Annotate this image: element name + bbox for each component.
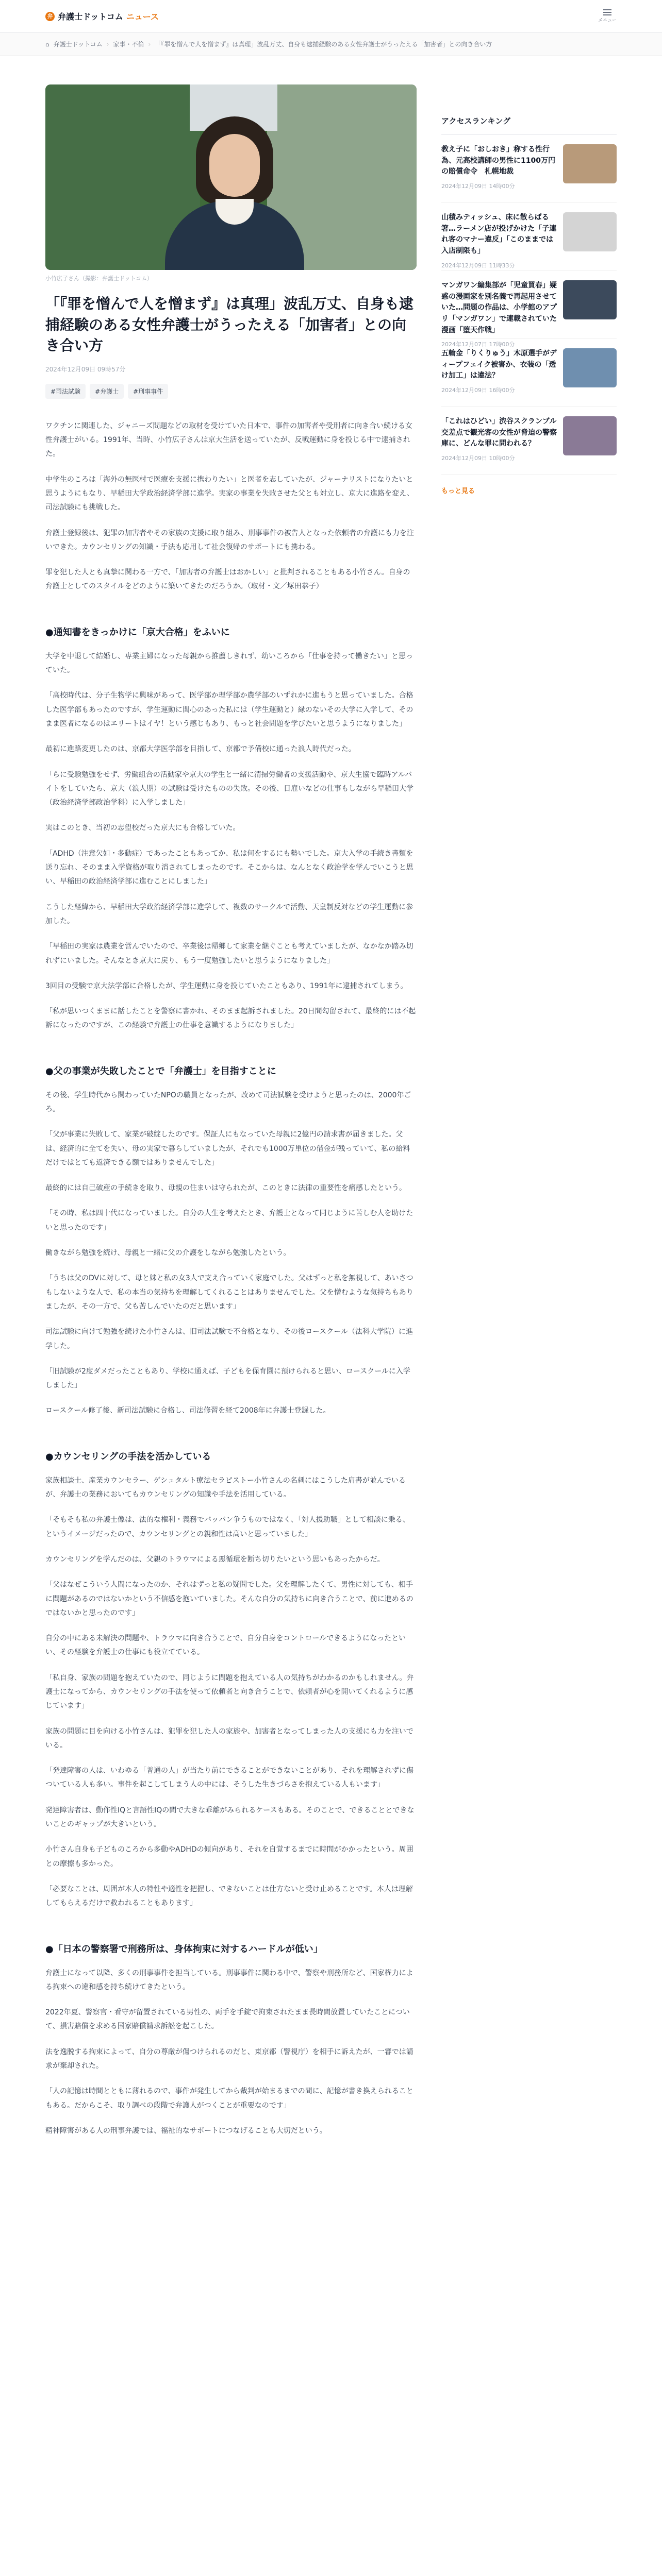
section-paragraph: 「私が思いつくままに話したことを警察に書かれ、そのまま起訴されました。20日間勾留されて、最終的には不起訴になったのですが、この経験で弁護士の仕事を意識するようになりました」 bbox=[45, 1007, 416, 1030]
section-paragraph: 「必要なことは、周囲が本人の特性や適性を把握し、できないことは仕方ないと受け止めることです。本人は理解してもらえるだけで救われることもあります」 bbox=[45, 1885, 413, 1908]
ranking-item-title: 五輪金「りくりゅう」木原選手がディープフェイク被害か、衣装の「透け加工」は違法？ bbox=[441, 349, 557, 380]
ranking-item-thumbnail bbox=[563, 416, 617, 455]
intro-paragraph: 中学生のころは「海外の無医村で医療を支援に携わりたい」と医者を志していたが、ジャーナリストになりたいと思うようにもなり、早稲田大学政治経済学部に進学。実家の事業を失敗させた父とも対立し、京大に進路を変え、司法試験にも挑戦した。 bbox=[45, 475, 414, 512]
ranking-item-date: 2024年12月07日 17時00分 bbox=[441, 341, 515, 348]
ranking-item[interactable] bbox=[441, 135, 617, 203]
ranking-list bbox=[441, 135, 617, 475]
section-paragraph: 法を逸脱する拘束によって、自分の尊厳が傷つけられるのだと、東京都（警視庁）を相手に訴えたが、一審では請求が棄却された。 bbox=[45, 2047, 413, 2071]
section-heading: ●「日本の警察署で刑務所は、身体拘束に対するハードルが低い」 bbox=[45, 1943, 323, 1955]
ranking-item-title: 教え子に「おしおき」称する性行為、元高校講師の男性に1100万円の賠償命令 札幌地裁 bbox=[441, 145, 555, 176]
section-paragraph: 「父はなぜこういう人間になったのか、それはずっと私の疑問でした。父を理解したくて、男性に対しても、相手に問題があるのではないかという不信感を抱いていました。そんな自分の気持ちに向き合うことで、前に進めるのではないかと思ったのです」 bbox=[45, 1581, 413, 1617]
ranking-item[interactable] bbox=[441, 203, 617, 271]
section-heading: ●通知書をきっかけに「京大合格」をふいに bbox=[45, 626, 230, 638]
tag[interactable]: #弁護士 bbox=[90, 384, 124, 399]
ranking-text bbox=[441, 348, 557, 397]
section-paragraph: 「高校時代は、分子生物学に興味があって、医学部か理学部か農学部のいずれかに進もうと思っていました。合格した医学部もあったのですが、学生運動に関心のあった私には（学生運動と）縁のないその大学に入学して、そのまま医者になるのはエリートはイヤ！という感じもあり、もっと社会問題を学びたいと思うようになりました」 bbox=[45, 691, 413, 728]
sidebar bbox=[441, 84, 617, 2149]
home-icon[interactable]: ⌂ bbox=[45, 40, 49, 48]
ranking-item-date: 2024年12月09日 16時00分 bbox=[441, 387, 515, 394]
section-paragraph: 発達障害者は、動作性IQと言語性IQの間で大きな乖離がみられるケースもある。そのことで、できることとできないことのギャップが大きいという。 bbox=[45, 1806, 415, 1829]
tag-list bbox=[45, 384, 417, 399]
ranking-item[interactable] bbox=[441, 271, 617, 348]
section-paragraph: 最終的には自己破産の手続きを取り、母親の住まいは守られたが、このときに法律の重要性を痛感したという。 bbox=[45, 1184, 406, 1193]
section-paragraph: こうした経緯から、早稲田大学政治経済学部に進学して、複数のサークルで活動、天皇制反対などの学生運動に参加した。 bbox=[45, 903, 413, 925]
breadcrumb bbox=[0, 33, 662, 56]
section-paragraph: 「うちは父のDVに対して、母と妹と私の女3人で支え合っていく家庭でした。父はずっと私を無視して、あいさつもしないような人で、私の本当の気持ちを理解してくれることはありませんでした。父を憎むような気持ちもありましたが、その一方で、父も苦しんでいたのだと思います」 bbox=[45, 1274, 413, 1311]
menu-button[interactable] bbox=[598, 9, 617, 23]
article-body bbox=[45, 419, 417, 2138]
ranking-item-date: 2024年12月09日 11時33分 bbox=[441, 262, 515, 269]
article-sections bbox=[45, 625, 417, 2138]
section-paragraph: ロースクール修了後、新司法試験に合格し、司法修習を経て2008年に弁護士登録した。 bbox=[45, 1406, 330, 1415]
section-paragraph: 「父が事業に失敗して、家業が破綻したのです。保証人にもなっていた母親に2億円の請求書が届きました。父は、経済的に全てを失い、母の実家で暮らしていましたが、それでも1000万単位の借金が残っていて、私の給料だけではとても返済できる額ではありませんでした」 bbox=[45, 1130, 410, 1167]
article bbox=[45, 84, 417, 2149]
ranking-item-date: 2024年12月09日 14時00分 bbox=[441, 183, 515, 190]
section-paragraph: 「早稲田の実家は農業を営んでいたので、卒業後は帰郷して家業を継ぐことも考えていましたが、なかなか踏み切れずにいました。そんなとき京大に戻り、もう一度勉強したいと思うようになりました」 bbox=[45, 942, 413, 965]
section-paragraph: 「その時、私は四十代になっていました。自分の人生を考えたとき、弁護士となって同じように苦しむ人を助けたいと思ったのです」 bbox=[45, 1209, 413, 1232]
ranking-item-thumbnail bbox=[563, 280, 617, 319]
intro-paragraph: ワクチンに関連した、ジャニーズ問題などの取材を受けていた日本で、事件の加害者や受刑者に向き合い続ける女性弁護士がいる。1991年、当時、小竹広子さんは京大生活を送っていたが、反戦運動に身を投じる中で逮捕された。 bbox=[45, 421, 413, 459]
ranking-text bbox=[441, 212, 557, 269]
article-date: 2024年12月09日 09時57分 bbox=[45, 365, 126, 373]
site-header bbox=[0, 0, 662, 33]
section-paragraph: 自分の中にある未解決の問題や、トラウマに向き合うことで、自分自身をコントロールできるようになったといい、その経験を弁護士の仕事にも役立てている。 bbox=[45, 1634, 406, 1657]
section-paragraph: 最初に進路変更したのは、京都大学医学部を目指して、京都で予備校に通った浪人時代だった。 bbox=[45, 745, 356, 754]
section-paragraph: カウンセリングを学んだのは、父親のトラウマによる悪循環を断ち切りたいという思いもあったからだ。 bbox=[45, 1555, 385, 1564]
section-paragraph: 「人の記憶は時間とともに薄れるので、事件が発生してから裁判が始まるまでの間に、記憶が書き換えられることもある。だからこそ、取り調べの段階で弁護人がつくことが重要なのです」 bbox=[45, 2087, 413, 2110]
ranking-text bbox=[441, 416, 557, 465]
hamburger-icon bbox=[603, 9, 611, 15]
breadcrumb-item-current: 「『罪を憎んで人を憎まず』は真理」波乱万丈、自身も逮捕経験のある女性弁護士がうったえる「加害者」との向き合い方 bbox=[155, 41, 492, 48]
section-heading: ●父の事業が失敗したことで「弁護士」を目指すことに bbox=[45, 1065, 276, 1077]
ranking-item[interactable] bbox=[441, 339, 617, 407]
section-paragraph: 司法試験に向けて勉強を続けた小竹さんは、旧司法試験で不合格となり、その後ロースクール（法科大学院）に進学した。 bbox=[45, 1328, 413, 1350]
section-paragraph: 精神障害がある人の刑事弁護では、福祉的なサポートにつなげることも大切だという。 bbox=[45, 2126, 327, 2135]
ranking-text bbox=[441, 280, 557, 348]
article-hero-image bbox=[45, 84, 417, 270]
ranking-item-thumbnail bbox=[563, 144, 617, 183]
section-paragraph: 「発達障害の人は、いわゆる「普通の人」が当たり前にできることができないことがあり、それを理解されずに傷ついている人も多い。事件を起こしてしまう人の中には、そうした生きづらさを抱えている人もいます」 bbox=[45, 1767, 413, 1789]
site-logo[interactable] bbox=[45, 10, 159, 22]
menu-label: メニュー bbox=[598, 18, 617, 23]
ranking-title: アクセスランキング bbox=[441, 115, 617, 135]
section-paragraph: 小竹さん自身も子どものころから多動やADHDの傾向があり、それを自覚するまでに時間がかかったという。周囲との摩擦も多かった。 bbox=[45, 1845, 413, 1868]
section-paragraph: 大学を中退して結婚し、専業主婦になった母親から推薦しきれず、幼いころから「仕事を持って働きたい」と思っていた。 bbox=[45, 652, 413, 675]
intro-paragraph: 罪を犯した人とも真摯に関わる一方で、「加害者の弁護士はおかしい」と批判されることもある小竹さん。自身の弁護士としてのスタイルをどのように築いてきたのだろうか。（取材・文／塚田恭子） bbox=[45, 568, 410, 591]
breadcrumb-item-home[interactable]: 弁護士ドットコム bbox=[53, 41, 103, 48]
breadcrumb-item-category[interactable]: 家事・不倫 bbox=[113, 41, 144, 48]
section-paragraph: 実はこのとき、当初の志望校だった京大にも合格していた。 bbox=[45, 824, 240, 833]
chevron-right-icon: › bbox=[148, 40, 151, 48]
ranking-item-thumbnail bbox=[563, 212, 617, 251]
section-paragraph: 「旧試験が2度ダメだったこともあり、学校に通えば、子どもを保育園に預けられると思い、ロースクールに入学しました」 bbox=[45, 1367, 410, 1390]
ranking-item-date: 2024年12月09日 10時00分 bbox=[441, 455, 515, 462]
section-heading: ●カウンセリングの手法を活かしている bbox=[45, 1451, 211, 1462]
section-paragraph: 「私自身、家族の問題を抱えていたので、同じように問題を抱えている人の気持ちがわかるのかもしれません。弁護士になってから、カウンセリングの手法を使って依頼者と向き合うことで、依頼者が心を開いてくれるように感じています」 bbox=[45, 1673, 414, 1710]
section-paragraph: 家族の問題に目を向ける小竹さんは、犯罪を犯した人の家族や、加害者となってしまった人の支援にも力を注いでいる。 bbox=[45, 1727, 413, 1750]
ranking-item-thumbnail bbox=[563, 348, 617, 387]
ranking-item-title: 「これはひどい」渋谷スクランブル交差点で観光客の女性が脅迫の警察庫に、どんな罪に問われる？ bbox=[441, 417, 557, 448]
article-title: 「『罪を憎んで人を憎まず』は真理」波乱万丈、自身も逮捕経験のある女性弁護士がうったえる「加害者」との向き合い方 bbox=[45, 295, 414, 354]
more-link[interactable]: もっと見る bbox=[441, 487, 475, 495]
logo-text: 弁護士ドットコム bbox=[58, 12, 123, 22]
tag[interactable]: #司法試験 bbox=[45, 384, 86, 399]
ranking-item-title: マンガワン編集部が「児童買春」疑惑の漫画家を別名義で再起用させていた…問題の作品は、小学館のアプリ「マンガワン」で連載されていた漫画「堕天作戦」 bbox=[441, 281, 557, 334]
section-paragraph: 家族相談士、産業カウンセラー、ゲシュタルト療法セラピストー小竹さんの名刺にはこうした肩書が並んでいるが、弁護士の業務においてもカウンセリングの知識や手法を活用している。 bbox=[45, 1476, 406, 1499]
section-paragraph: その後、学生時代から関わっていたNPOの職員となったが、改めて司法試験を受けようと思ったのは、2000年ごろ。 bbox=[45, 1091, 411, 1113]
ranking-text bbox=[441, 144, 557, 193]
section-paragraph: 3回目の受験で京大法学部に合格したが、学生運動に身を投じていたこともあり、1991年に逮捕されてしまう。 bbox=[45, 981, 408, 990]
image-caption: 小竹広子さん（撮影：弁護士ドットコム） bbox=[45, 275, 153, 282]
section-paragraph: 「ADHD（注意欠如・多動症）であったこともあってか、私は何をするにも勢いでした。京大入学の手続き書類を送り忘れ、そのまま入学資格が取り消されてしまったのです。そこからは、なんとなく政治学を学んでいこうと思い、早稲田の政治経済学部に進むことにしました」 bbox=[45, 849, 413, 886]
section-paragraph: 弁護士になって以降、多くの刑事事件を担当している。刑事事件に関わる中で、警察や刑務所など、国家権力による拘束への違和感を持ち続けてきたという。 bbox=[45, 1969, 413, 1991]
section-paragraph: 「らに受験勉強をせず、労働組合の活動家や京大の学生と一緒に清掃労働者の支援活動や、京大生協で臨時アルバイトをしていたら、京大（浪人期）の試験は受けたものの失敗。その後、日雇いなどの仕事もしながら早稲田大学（政治経済学部政治学科）に入学しました」 bbox=[45, 770, 413, 807]
ranking-item[interactable] bbox=[441, 407, 617, 475]
section-paragraph: 2022年夏、警察官・看守が留置されている男性の、両手を手錠で拘束されたまま長時間放置していたことについて、損害賠償を求める国家賠償請求訴訟を起こした。 bbox=[45, 2008, 410, 2031]
logo-icon: 弁 bbox=[45, 12, 55, 21]
chevron-right-icon: › bbox=[106, 40, 109, 48]
section-paragraph: 働きながら勉強を続け、母親と一緒に父の介護をしながら勉強したという。 bbox=[45, 1249, 291, 1258]
intro-paragraph: 弁護士登録後は、犯罪の加害者やその家族の支援に取り組み、刑事事件の被告人となった依頼者の弁護にも力を注いできた。カウンセリングの知識・手法も応用して社会復帰のサポートにも携わる。 bbox=[45, 529, 414, 551]
logo-subtext: ニュース bbox=[126, 12, 159, 22]
ranking-item-title: 山積みティッシュ、床に散らばる箸…ラーメン店が投げかけた「子連れ客のマナー違反」「このままでは入店制限も」 bbox=[441, 213, 557, 256]
section-paragraph: 「そもそも私の弁護士像は、法的な権利・義務でバッバン争うものではなく、「対人援助職」として相談に乗る、というイメージだったので、カウンセリングとの親和性は高いと思っていました」 bbox=[45, 1516, 410, 1538]
tag[interactable]: #刑事事件 bbox=[128, 384, 168, 399]
